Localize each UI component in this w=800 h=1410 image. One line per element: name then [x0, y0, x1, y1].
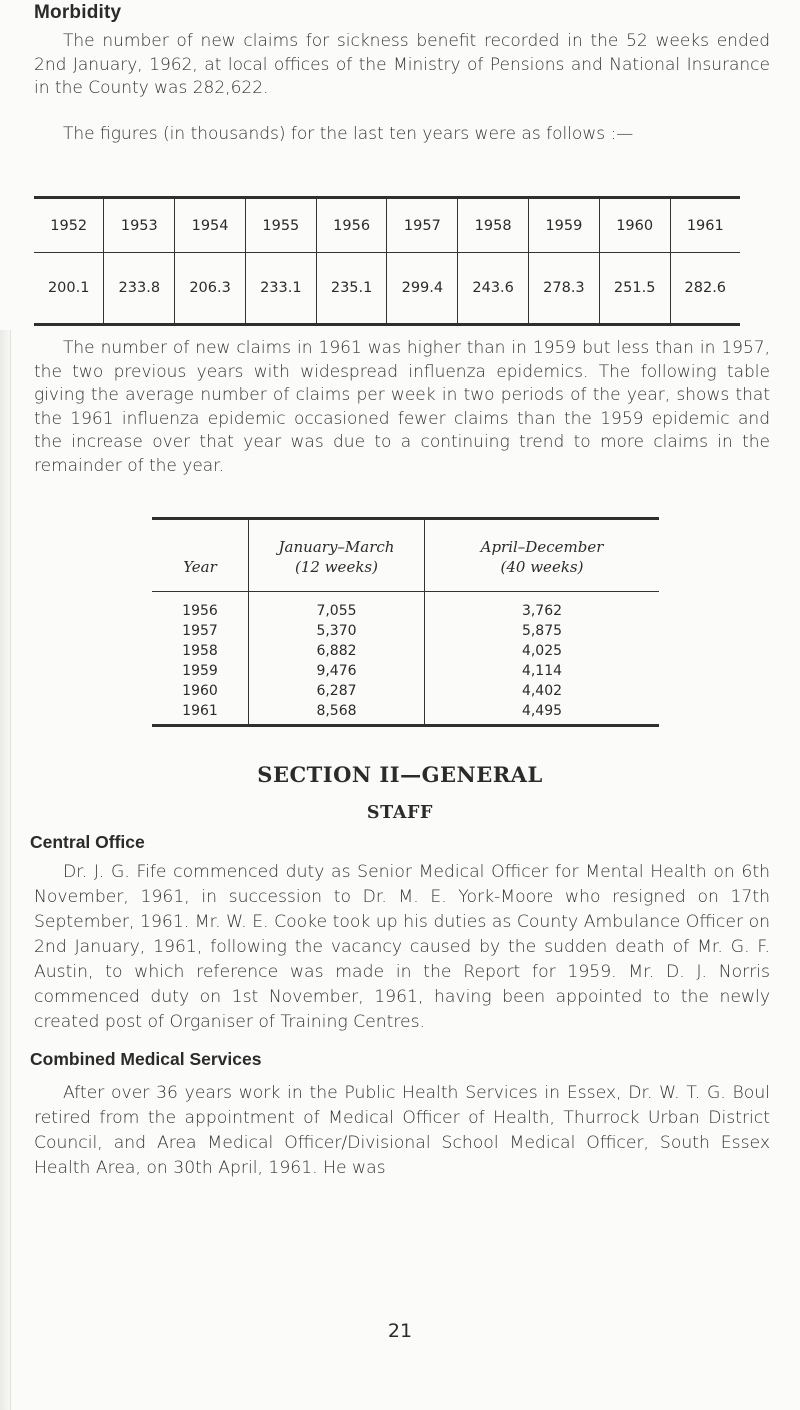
year-cell: 1954: [175, 198, 246, 253]
header-apr-dec-label: April–December: [480, 538, 604, 556]
year-cell: 1958: [458, 198, 529, 253]
claims-value-row: [34, 253, 740, 325]
year-cell: 1957: [387, 198, 458, 253]
row-year: 1956: [182, 603, 218, 619]
header-apr-dec: [425, 519, 660, 592]
value-cell: 251.5: [599, 253, 670, 325]
table-row: [152, 661, 659, 681]
value-cell: 233.1: [245, 253, 316, 325]
row-apr-dec: 3,762: [425, 592, 660, 622]
value-cell: 206.3: [175, 253, 246, 325]
table-row: [152, 681, 659, 701]
page-number: 21: [387, 1320, 413, 1342]
central-office-heading: Central Office: [30, 832, 145, 852]
header-year: [152, 519, 249, 592]
row-year: 1959: [182, 663, 218, 679]
header-apr-dec-sub: (40 weeks): [500, 558, 584, 576]
row-jan-mar: 9,476: [249, 661, 425, 681]
value-cell: 278.3: [529, 253, 600, 325]
table-row: [152, 701, 659, 726]
value-cell: 282.6: [670, 253, 740, 325]
weekly-header-row: [152, 519, 659, 592]
row-year: 1961: [182, 703, 218, 719]
header-jan-mar: [249, 519, 425, 592]
binding-edge: [0, 330, 11, 1410]
row-jan-mar: 5,370: [249, 621, 425, 641]
claims-by-year-table: [34, 196, 740, 326]
table-row: [152, 621, 659, 641]
year-cell: 1960: [599, 198, 670, 253]
section-title: SECTION II—GENERAL: [257, 762, 543, 787]
header-jan-mar-label: January–March: [278, 538, 395, 556]
year-cell: 1952: [34, 198, 104, 253]
row-jan-mar: 7,055: [249, 592, 425, 622]
header-jan-mar-sub: (12 weeks): [295, 558, 378, 576]
year-cell: 1956: [316, 198, 387, 253]
value-cell: 235.1: [316, 253, 387, 325]
comparison-paragraph: The number of new claims in 1961 was higher than in 1959 but less than in 1957, the two previous years with widespread influenza epidemics. The following table giving the average number of claims per week in two periods of the year, shows that the 1961 influenza epidemic occasioned fewer claims than the 1959 epidemic and the increase over that year was due to a continuing trend to more claims in the remainder of the year.: [34, 338, 770, 476]
central-office-paragraph: Dr. J. G. Fife commenced duty as Senior Medical Officer for Mental Health on 6th November, 1961, in succession to Dr. M. E. York-Moore who resigned on 17th September, 1961. Mr. W. E. Cooke took up his duties as County Ambulance Officer on 2nd January, 1961, following the vacancy caused by the sudden death of Mr. G. F. Austin, to which reference was made in the Report for 1959. Mr. D. J. Norris commenced duty on 1st November, 1961, having been appointed to the newly created post of Organiser of Training Centres.: [34, 862, 770, 1032]
row-jan-mar: 8,568: [249, 701, 425, 726]
row-year: 1960: [182, 683, 218, 699]
value-cell: 200.1: [47, 280, 90, 296]
row-apr-dec: 4,402: [425, 681, 660, 701]
row-apr-dec: 4,114: [425, 661, 660, 681]
row-jan-mar: 6,287: [249, 681, 425, 701]
figures-intro: The figures (in thousands) for the last ten years were as follows :—: [63, 124, 634, 144]
header-year-label: Year: [183, 558, 217, 576]
weekly-claims-table: [152, 517, 659, 727]
staff-heading: STAFF: [366, 803, 434, 823]
claims-year-row: [34, 198, 740, 253]
value-cell: 233.8: [104, 253, 175, 325]
row-apr-dec: 5,875: [425, 621, 660, 641]
combined-services-heading: Combined Medical Services: [30, 1049, 262, 1069]
row-jan-mar: 6,882: [249, 641, 425, 661]
table-row: [152, 641, 659, 661]
table-row: [152, 592, 659, 622]
year-cell: 1959: [529, 198, 600, 253]
row-year: 1958: [182, 643, 218, 659]
morbidity-heading: Morbidity: [34, 2, 122, 23]
year-cell: 1955: [245, 198, 316, 253]
intro-paragraph: The number of new claims for sickness benefit recorded in the 52 weeks ended 2nd January, 1962, at local offices of the Ministry of Pensions and National Insurance in the County was 282,622.: [34, 31, 770, 98]
row-apr-dec: 4,025: [425, 641, 660, 661]
year-cell: 1953: [104, 198, 175, 253]
value-cell: 243.6: [458, 253, 529, 325]
value-cell: 299.4: [387, 253, 458, 325]
year-cell: 1961: [670, 198, 740, 253]
row-year: 1957: [182, 623, 218, 639]
combined-services-paragraph: After over 36 years work in the Public Health Services in Essex, Dr. W. T. G. Boul retired from the appointment of Medical Officer of Health, Thurrock Urban District Council, and Area Medical Officer/Divisional School Medical Officer, South Essex Health Area, on 30th April, 1961. He was: [34, 1083, 770, 1178]
row-apr-dec: 4,495: [425, 701, 660, 726]
